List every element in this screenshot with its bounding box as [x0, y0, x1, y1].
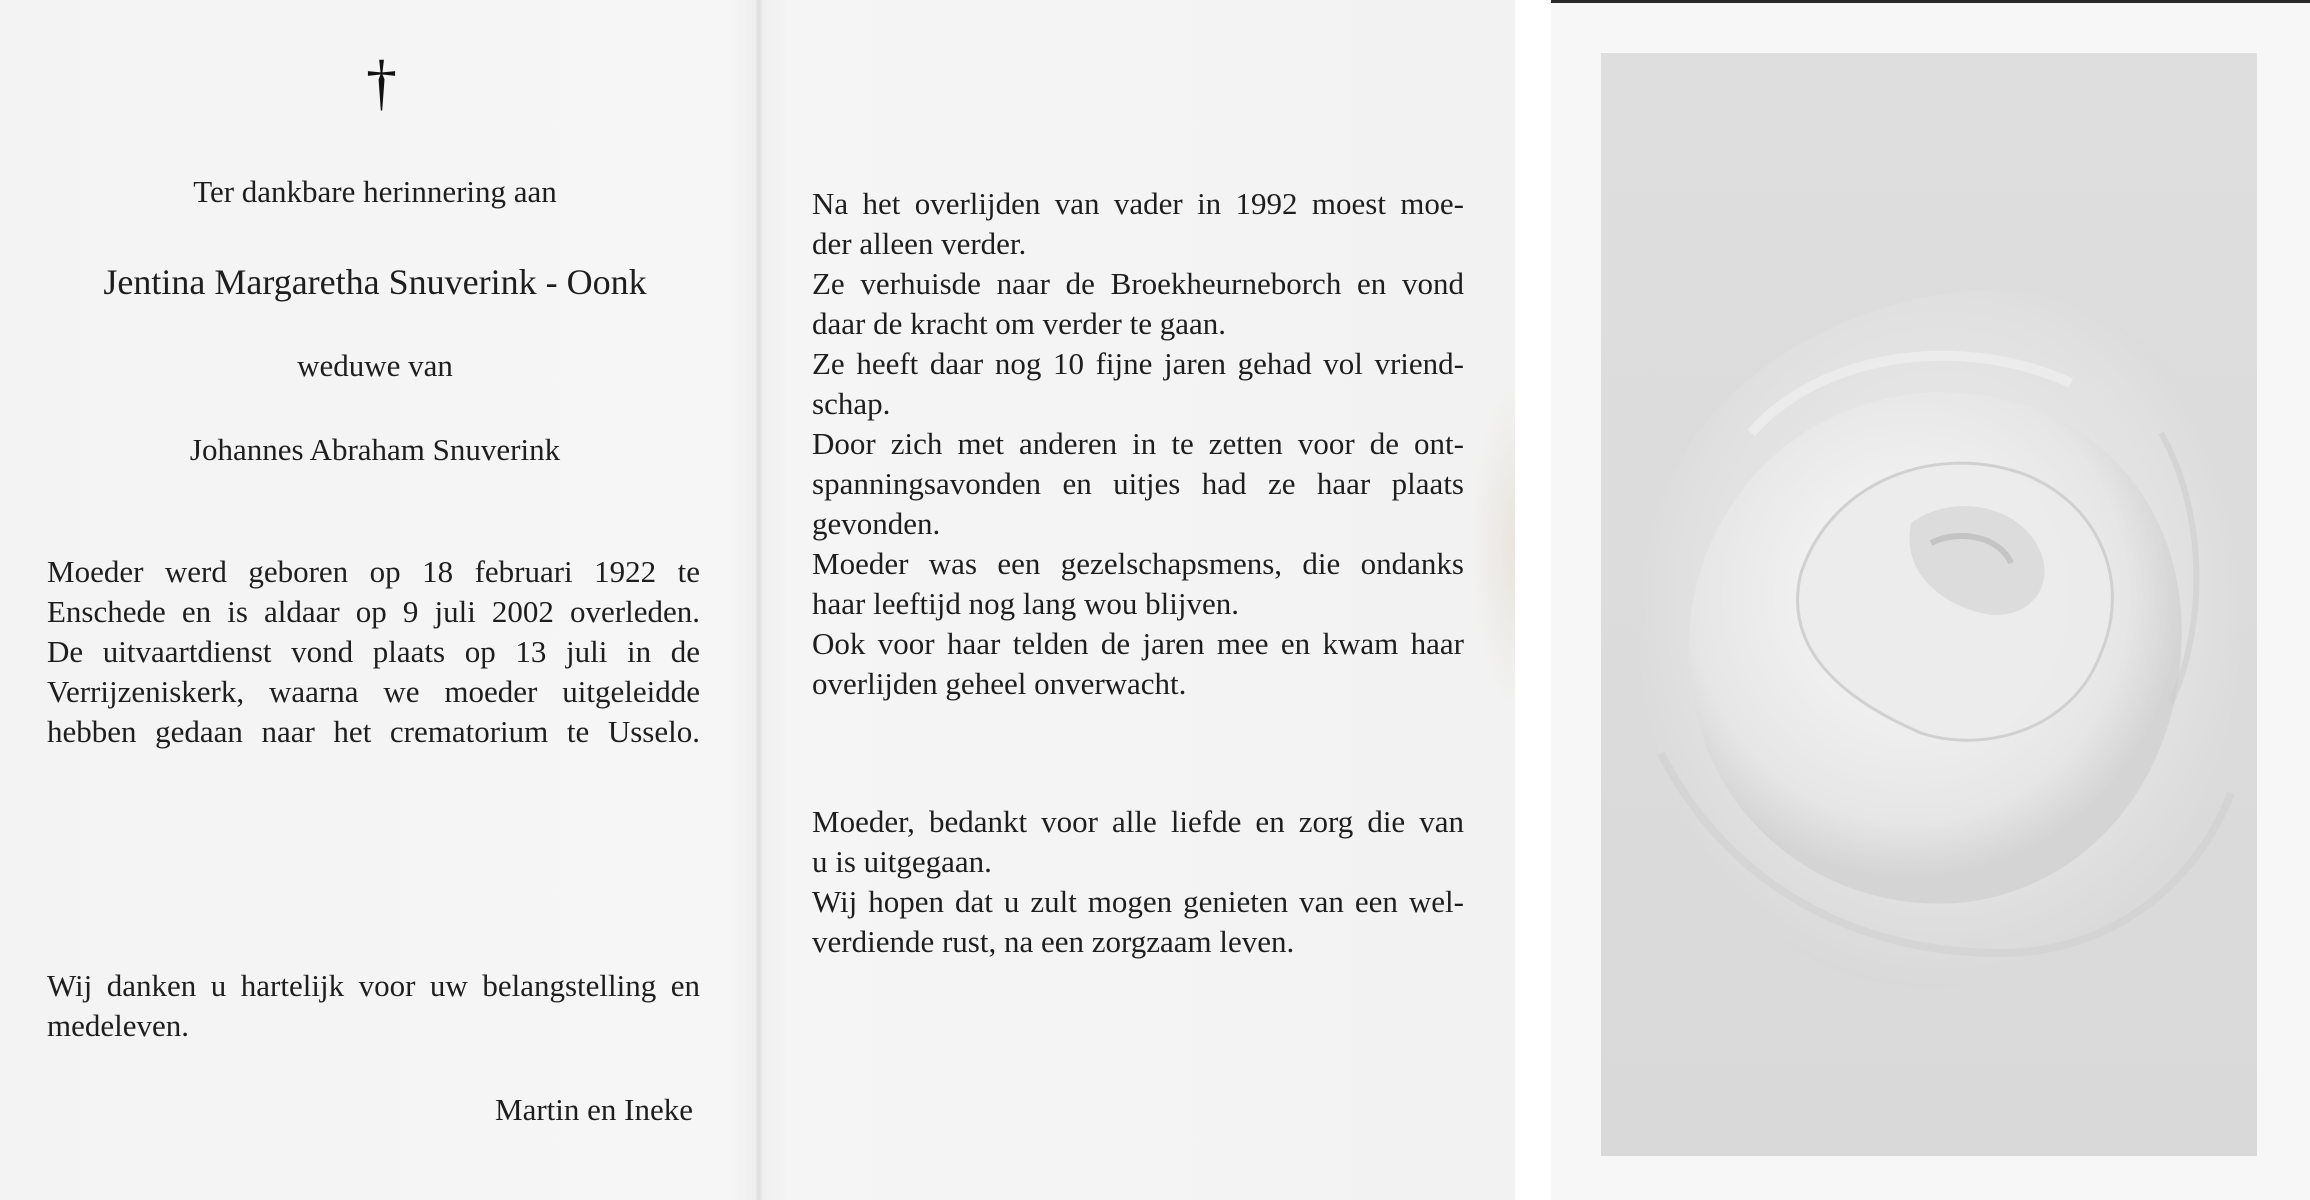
deceased-name: Jentina Margaretha Snuverink - Oonk [103, 262, 647, 302]
card-cover [1551, 0, 2310, 1200]
scan-gap [1515, 0, 1551, 1200]
intro-text: Ter dankbare herinnering aan [193, 174, 557, 209]
life-line: Moeder was een gezelschapsmens, die ondanks [812, 546, 1464, 581]
gratitude-paragraph [812, 802, 1464, 962]
life-line: daar de kracht om verder te gaan. [812, 306, 1226, 341]
thanks-line: medeleven. [47, 1008, 190, 1043]
bio-line: De uitvaartdienst vond plaats op 13 juli in de [47, 634, 700, 669]
thanks-line: Wij danken u hartelijk voor uw belangstelling en [47, 968, 700, 1003]
gratitude-line: verdiende rust, na een zorgzaam leven. [812, 924, 1295, 959]
bio-line: Moeder werd geboren op 18 februari 1922 te [47, 554, 700, 589]
life-line: schap. [812, 386, 891, 421]
bio-line: Enschede en is aldaar op 9 juli 2002 overleden. [47, 594, 700, 629]
life-line: Ze heeft daar nog 10 fijne jaren gehad vol vriend- [812, 346, 1464, 381]
life-line: Door zich met anderen in te zetten voor de ont- [812, 426, 1464, 461]
life-line: spanningsavonden en uitjes had ze haar plaats [812, 466, 1464, 501]
cross-icon: † [366, 49, 397, 117]
bio-line: Verrijzeniskerk, waarna we moeder uitgeleidde [47, 674, 700, 709]
bio-paragraph [47, 552, 700, 752]
thanks-paragraph [47, 966, 700, 1046]
card-fold [756, 0, 762, 1200]
rose-image [1601, 53, 2257, 1156]
life-line: Na het overlijden van vader in 1992 moest moe- [812, 186, 1464, 221]
life-line: der alleen verder. [812, 226, 1027, 261]
spouse-name: Johannes Abraham Snuverink [189, 432, 561, 467]
gratitude-line: Wij hopen dat u zult mogen genieten van een wel- [812, 884, 1464, 919]
bio-line: hebben gedaan naar het crematorium te Usselo. [47, 714, 700, 749]
life-paragraph [812, 184, 1464, 704]
life-line: haar leeftijd nog lang wou blijven. [812, 586, 1239, 621]
life-line: gevonden. [812, 506, 941, 541]
signature: Martin en Ineke [495, 1092, 693, 1127]
card-edge-shadow [1470, 380, 1515, 710]
widow-of-text: weduwe van [297, 348, 453, 383]
life-line: Ze verhuisde naar de Broekheurneborch en vond [812, 266, 1464, 301]
rose-photo [1601, 53, 2257, 1156]
gratitude-line: Moeder, bedankt voor alle liefde en zorg die van [812, 804, 1464, 839]
life-line: overlijden geheel onverwacht. [812, 666, 1187, 701]
life-line: Ook voor haar telden de jaren mee en kwam haar [812, 626, 1464, 661]
gratitude-line: u is uitgegaan. [812, 844, 992, 879]
